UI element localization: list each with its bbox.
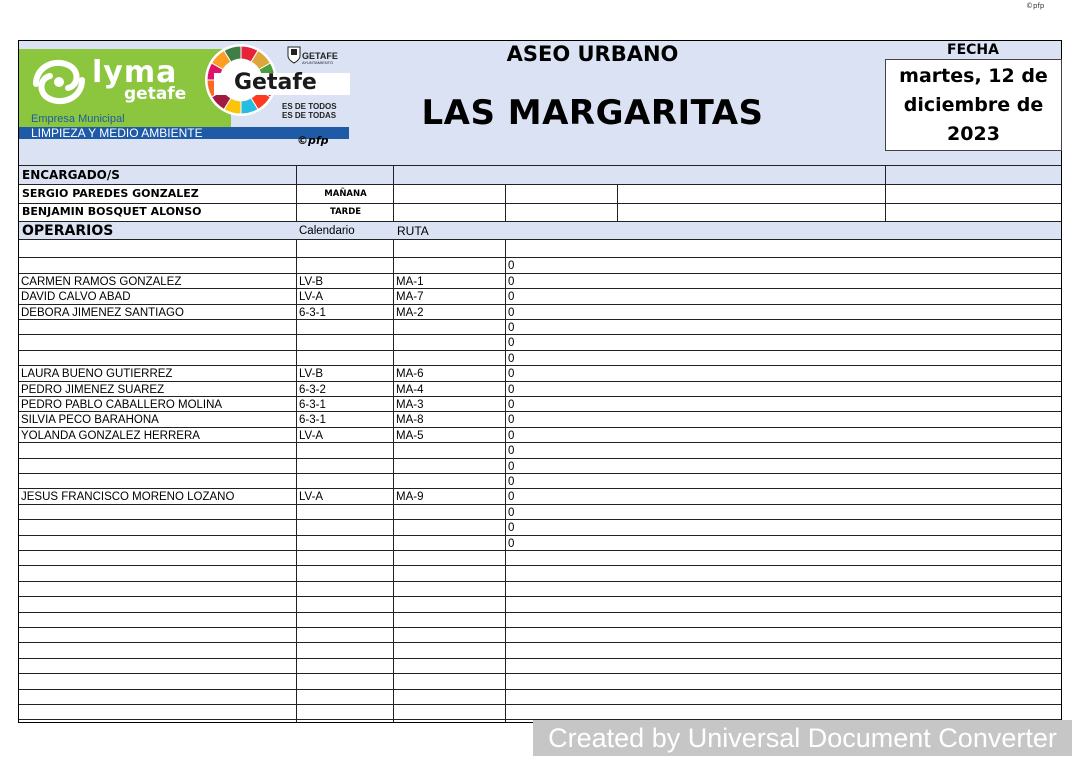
logo-city-tiny: AYUNTAMIENTO (302, 60, 334, 65)
encargados-vline (296, 165, 297, 221)
logo-slogan (282, 102, 337, 120)
encargados-line (19, 184, 1061, 185)
encargados-vline (617, 184, 618, 221)
service-title: ASEO URBANO (506, 42, 679, 66)
col-divider (393, 239, 394, 722)
operario-name: DEBORA JIMENEZ SANTIAGO (21, 307, 184, 319)
fecha-label: FECHA (947, 42, 999, 58)
row-line (19, 304, 1061, 305)
operario-name: DAVID CALVO ABAD (21, 291, 131, 303)
operario-calendario: 6-3-2 (299, 384, 326, 396)
operario-value: 0 (508, 276, 515, 288)
operario-calendario: LV-B (299, 368, 324, 380)
fecha-box (885, 59, 1062, 151)
row-line (19, 334, 1061, 335)
operario-calendario: 6-3-1 (299, 414, 326, 426)
operarios-title: OPERARIOS (22, 223, 114, 239)
row-line (19, 473, 1061, 474)
logo-brand-sub: getafe (124, 84, 187, 104)
row-line (19, 273, 1061, 274)
logo-city-small: GETAFE (302, 51, 338, 61)
row-line (19, 565, 1061, 566)
operario-name: CARMEN RAMOS GONZALEZ (21, 276, 182, 288)
operario-value: 0 (508, 491, 515, 503)
col-calendario: Calendario (299, 225, 355, 237)
encargados-header-row (19, 166, 1061, 184)
encargados-line (19, 221, 1061, 222)
row-line (19, 504, 1061, 505)
operario-value: 0 (508, 414, 515, 426)
operario-name: LAURA BUENO GUTIERREZ (21, 368, 173, 380)
location-title: LAS MARGARITAS (421, 93, 764, 133)
operario-value: 0 (508, 430, 515, 442)
operario-name: JESUS FRANCISCO MORENO LOZANO (21, 491, 235, 503)
operario-value: 0 (508, 399, 515, 411)
operarios-header-line (19, 239, 1061, 240)
logo-company-line1: Empresa Municipal (31, 113, 125, 125)
swirl-icon (28, 54, 90, 110)
row-line (19, 673, 1061, 674)
operario-value: 0 (508, 445, 515, 457)
operario-value: 0 (508, 291, 515, 303)
row-line (19, 535, 1061, 536)
col-divider (296, 239, 297, 722)
row-line (19, 458, 1061, 459)
operario-value: 0 (508, 522, 515, 534)
converter-watermark: Created by Universal Document Converter (533, 720, 1072, 756)
row-line (19, 381, 1061, 382)
encargado-turno-2: TARDE (329, 207, 362, 217)
row-line (19, 658, 1061, 659)
encargado-name-1: SERGIO PAREDES GONZALEZ (22, 187, 199, 200)
row-line (19, 627, 1061, 628)
row-line (19, 642, 1061, 643)
coat-of-arms-icon (287, 44, 301, 64)
encargados-title: ENCARGADO/S (22, 168, 120, 182)
operario-name: YOLANDA GONZALEZ HERRERA (21, 430, 200, 442)
row-line (19, 596, 1061, 597)
logo-slogan-2: ES DE TODAS (282, 111, 337, 120)
operario-value: 0 (508, 337, 515, 349)
logo-brand: lyma (92, 55, 178, 90)
row-line (19, 704, 1061, 705)
operario-value: 0 (508, 461, 515, 473)
row-line (19, 427, 1061, 428)
operario-ruta: MA-3 (396, 399, 424, 411)
operario-ruta: MA-9 (396, 491, 424, 503)
logo-copyright: ©pfp (297, 134, 329, 147)
operario-ruta: MA-5 (396, 430, 424, 442)
encargado-turno-1: MAÑANA (324, 189, 367, 199)
operario-ruta: MA-4 (396, 384, 424, 396)
row-line (19, 396, 1061, 397)
operario-value: 0 (508, 507, 515, 519)
operario-value: 0 (508, 322, 515, 334)
logo-company-line2: LIMPIEZA Y MEDIO AMBIENTE (19, 127, 349, 139)
row-line (19, 689, 1061, 690)
fecha-value: martes, 12 de diciembre de 2023 (899, 64, 1048, 145)
encargados-vline (505, 184, 506, 221)
col-divider (505, 239, 506, 722)
row-line (19, 550, 1061, 551)
encargados-vline (393, 165, 394, 221)
row-line (19, 365, 1061, 366)
operario-name: PEDRO PABLO CABALLERO MOLINA (21, 399, 223, 411)
operario-calendario: 6-3-1 (299, 307, 326, 319)
top-copyright: ©pfp (1026, 2, 1045, 10)
operario-ruta: MA-2 (396, 307, 424, 319)
operario-name: PEDRO JIMENEZ SUAREZ (21, 384, 165, 396)
operario-ruta: MA-1 (396, 276, 424, 288)
operario-calendario: LV-A (299, 430, 324, 442)
operario-value: 0 (508, 384, 515, 396)
operario-calendario: 6-3-1 (299, 399, 326, 411)
operario-value: 0 (508, 307, 515, 319)
row-line (19, 350, 1061, 351)
row-line (19, 612, 1061, 613)
operario-ruta: MA-8 (396, 414, 424, 426)
operario-calendario: LV-B (299, 276, 324, 288)
header-bottom-line (19, 165, 1061, 166)
col-ruta: RUTA (397, 224, 429, 238)
operario-value: 0 (508, 368, 515, 380)
encargados-vline (885, 165, 886, 221)
encargado-name-2: BENJAMIN BOSQUET ALONSO (22, 205, 202, 218)
row-line (19, 519, 1061, 520)
operarios-header-row (19, 222, 1061, 239)
operario-value: 0 (508, 538, 515, 550)
operario-value: 0 (508, 260, 515, 272)
row-line (19, 257, 1061, 258)
operario-calendario: LV-A (299, 491, 324, 503)
operario-value: 0 (508, 476, 515, 488)
operario-name: SILVIA PECO BARAHONA (21, 414, 159, 426)
operario-value: 0 (508, 353, 515, 365)
row-line (19, 581, 1061, 582)
encargados-line (19, 203, 1061, 204)
logo-slogan-1: ES DE TODOS (282, 102, 337, 111)
operario-calendario: LV-A (299, 291, 324, 303)
logo-city-badge: Getafe (234, 70, 317, 95)
operario-ruta: MA-7 (396, 291, 424, 303)
operario-ruta: MA-6 (396, 368, 424, 380)
row-line (19, 488, 1061, 489)
